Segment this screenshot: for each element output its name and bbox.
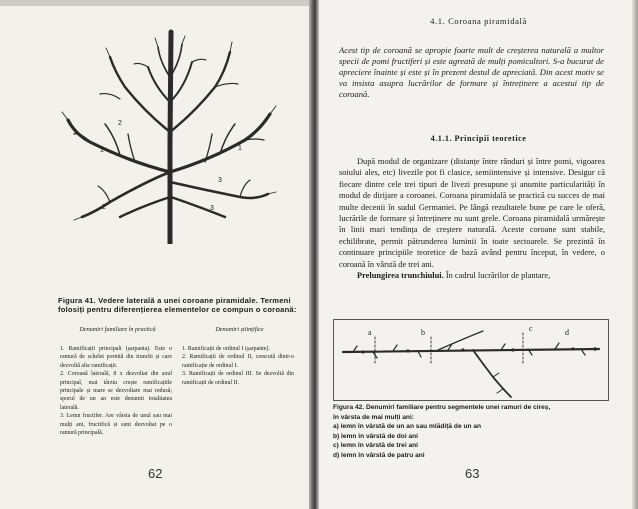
tree-label-1b: 1 — [238, 145, 242, 152]
figure-42-caption-line: a) lemn în vârstă de un an sau mlădiță de un an — [333, 423, 482, 431]
page-top-strip — [0, 0, 309, 6]
intro-paragraph: Acest tip de coroană se apropie foarte mult de creșterea naturală a multor specii de pomi fructiferi și este agreată de mulți pomicultori. S-a bucurat de apreciere înainte și este și în prezent destul de apreciată. Din acest motiv se va insista asupra lucrărilor de formare și întreținere a acestui tip de coroană. — [339, 45, 604, 99]
fig42-label-c: c — [529, 324, 533, 333]
body-paragraph-2 — [339, 270, 605, 281]
fig42-label-d: d — [565, 328, 569, 337]
familiar-term-item: 2. Coroană laterală, 8 x dezvoltat din axul principal, mai târziu crește ramificațiile principale și mare se dezvoltare mai redusă; sporul de un an este denumit totalitatea laterală. — [60, 371, 172, 411]
body-paragraph-text: În cadrul lucrărilor de plantare, — [443, 271, 551, 281]
scientific-terms-column — [182, 345, 294, 387]
col-heading-scientific: Denumiri științifice — [215, 326, 264, 333]
figure-42-caption-line: c) lemn în vârstă de trei ani — [333, 442, 419, 450]
section-heading: 4.1.1. Principii teoretice — [430, 134, 527, 143]
figure-42-caption-line: Figura 42. Denumiri familiare pentru segmentele unei ramuri de cireș, — [333, 404, 551, 411]
scientific-term-item: 2. Ramificații de ordinul II, crescută dintr-o ramificație de ordinul I. — [182, 354, 294, 369]
book-gutter — [309, 0, 319, 509]
tree-label-3: 3 — [210, 205, 214, 212]
cherry-branch-illustration — [333, 319, 609, 401]
tree-label-2b: 2 — [118, 120, 122, 127]
fig42-label-a: a — [368, 328, 372, 337]
page-edge — [632, 0, 638, 509]
figure-42-caption — [333, 403, 618, 461]
body-paragraph: După modul de organizare (distanțe între rânduri și între pomi, vigoarea soiului ales, etc) livezile pot fi clasice, semiintensive și intensive. Desigur că fiecare dintre cele trei tipuri de livezi presupune și anumite particularități în modul de dirijare a coroanei. Coroana piramidală se practică cu succes de mai multe decenii în sudul Germaniei. Pe lângă rezultatele bune pe care le oferă, lucrările de formare și întreținere nu sunt grele. Coroana piramidală urmărește în linii mari tendința de creștere naturală. Aceste coroane sunt stabile, echilibrate, permit pătrunderea luminii în toate sectoarele. Se prezintă în continuare principiile teoretice de bază având pentru început, în vedere, o coroană în vârstă de trei ani. — [339, 157, 605, 269]
subsection-heading: Prelungirea trunchiului. — [357, 271, 444, 281]
scientific-term-item: 3. Ramificații de ordinul III. Se dezvoltă din ramificații de ordinul II. — [182, 371, 294, 386]
figure-42-caption-line: d) lemn în vârstă de patru ani — [333, 451, 425, 459]
left-page — [0, 0, 309, 509]
body-text — [339, 156, 605, 281]
tree-label-1: 1 — [100, 147, 104, 154]
figure-42-caption-line: b) lemn în vârstă de doi ani — [333, 432, 419, 440]
pyramidal-crown-illustration — [60, 22, 280, 244]
scientific-term-item: 1. Ramificații de ordinul I (șarpante). — [182, 346, 270, 352]
right-page — [319, 0, 638, 509]
figure-42-caption-line: în vârsta de mai mulți ani: — [333, 413, 414, 421]
tree-label-3b: 3 — [218, 177, 222, 184]
tree-label-2: 2 — [102, 204, 106, 211]
col-heading-familiar: Denumiri familiare în practică — [79, 326, 156, 333]
page-number-left: 62 — [148, 466, 163, 481]
page-number-right: 63 — [465, 466, 480, 481]
familiar-term-item: 3. Lemn fructifer. Are vârsta de unul sau mai mulți ani, fructifică și sunt dezvoltat pe o ramură principală. — [60, 413, 172, 437]
figure-41-caption: Figura 41. Vedere laterală a unei coroane piramidale. Termeni folosiți pentru diferențierea elementelor ce compun o coroană: — [58, 296, 297, 314]
fig42-label-b: b — [421, 328, 425, 337]
familiar-terms-column — [60, 345, 172, 437]
familiar-term-item: 1. Ramificații principali (șarpanta). Este o ramură de schelet pornită din trunchi și care dezvoltă alte ramificații. — [60, 346, 172, 369]
running-head: 4.1. Coroana piramidală — [430, 16, 527, 26]
